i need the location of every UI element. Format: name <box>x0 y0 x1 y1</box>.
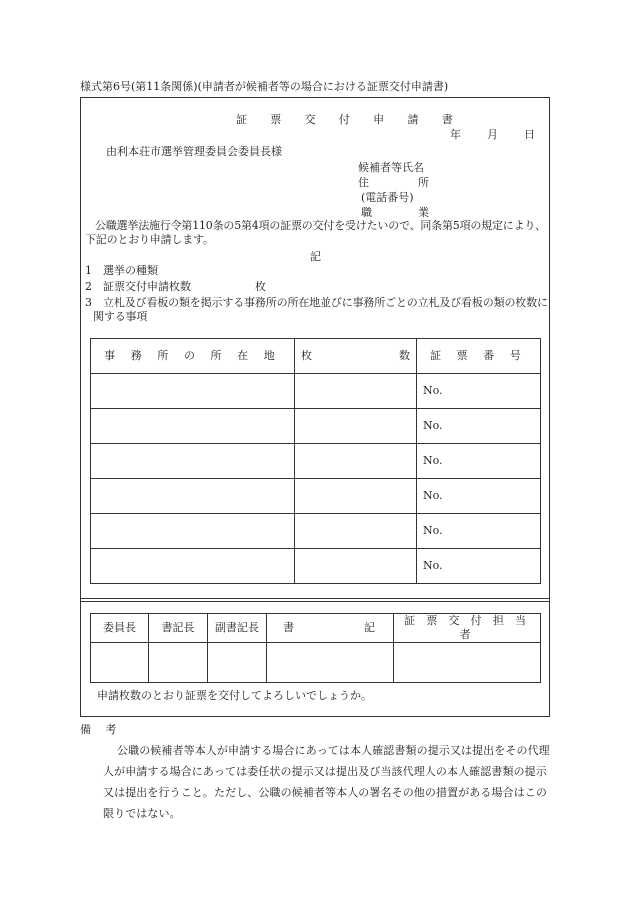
item-2-text: 証票交付申請枚数 <box>103 280 191 293</box>
header-count-right: 数 <box>399 349 410 363</box>
table-row <box>91 444 541 479</box>
deputy-chief-clerk-seal-cell[interactable] <box>208 642 267 682</box>
header-office-location: 事 務 所 の 所 在 地 <box>91 339 295 374</box>
item-3-text: 立札及び看板の類を掲示する事務所の所在地並びに事務所ごとの立札及び看板の類の枚数に関する事項 <box>93 296 548 323</box>
candidate-name-label: 候補者等氏名 <box>358 161 424 174</box>
chairman-seal-cell[interactable] <box>91 642 149 682</box>
table-row <box>91 409 541 444</box>
count-cell[interactable] <box>295 514 417 549</box>
approval-question: 申請枚数のとおり証票を交付してよろしいでしょうか。 <box>97 689 372 702</box>
header-chief-clerk: 書記長 <box>149 614 208 643</box>
table-row <box>91 374 541 409</box>
approval-table <box>90 613 541 683</box>
date-year-label: 年 <box>450 128 461 141</box>
voucher-officer-seal-cell[interactable] <box>394 642 541 682</box>
header-chairman: 委員長 <box>91 614 149 643</box>
addressee: 由利本荘市選挙管理委員会委員長様 <box>106 145 282 158</box>
voucher-number-cell[interactable]: No. <box>417 409 541 444</box>
approval-header-row <box>91 614 541 643</box>
office-location-cell[interactable] <box>91 374 295 409</box>
office-location-cell[interactable] <box>91 409 295 444</box>
item-1-text: 選挙の種類 <box>103 264 158 277</box>
form-number-header: 様式第6号(第11条関係)(申請者が候補者等の場合における証票交付申請書) <box>80 80 449 93</box>
header-voucher-officer: 証 票 交 付 担 当 者 <box>394 614 541 643</box>
header-clerk <box>267 614 394 643</box>
header-count <box>295 339 417 374</box>
remarks-text: 公職の候補者等本人が申請する場合にあっては本人確認書類の提示又は提出をその代理人が申請する場合にあっては委任状の提示又は提出及び当該代理人の本人確認書類の提示又は提出を行うこと。ただし、公職の候補者等本人の署名その他の措置がある場合はこの限りではない。 <box>103 744 550 820</box>
phone-label: (電話番号) <box>361 191 414 204</box>
item-3-number: 3 <box>85 296 92 309</box>
count-cell[interactable] <box>295 549 417 584</box>
occupation-label-1: 職 <box>361 206 372 219</box>
header-deputy-chief-clerk: 副書記長 <box>208 614 267 643</box>
table-row <box>91 479 541 514</box>
count-cell[interactable] <box>295 374 417 409</box>
office-table <box>90 338 541 584</box>
item-2-unit: 枚 <box>255 280 266 293</box>
form-title: 証 票 交 付 申 請 書 <box>236 113 463 126</box>
header-clerk-right: 記 <box>364 620 375 634</box>
item-2-number: 2 <box>85 280 92 293</box>
office-location-cell[interactable] <box>91 514 295 549</box>
count-cell[interactable] <box>295 444 417 479</box>
office-table-header-row <box>91 339 541 374</box>
voucher-number-cell[interactable]: No. <box>417 444 541 479</box>
table-row <box>91 514 541 549</box>
item-1-number: 1 <box>85 264 92 277</box>
count-cell[interactable] <box>295 409 417 444</box>
date-month-label: 月 <box>487 128 498 141</box>
table-row <box>91 549 541 584</box>
body-text: 公職選挙法施行令第110条の5第4項の証票の交付を受けたいので、同条第5項の規定により、下記のとおり申請します。 <box>85 219 546 246</box>
separator-line-top <box>80 598 550 599</box>
remarks-label: 備 考 <box>80 723 122 736</box>
chief-clerk-seal-cell[interactable] <box>149 642 208 682</box>
voucher-number-cell[interactable]: No. <box>417 374 541 409</box>
voucher-number-cell[interactable]: No. <box>417 479 541 514</box>
voucher-number-cell[interactable]: No. <box>417 549 541 584</box>
address-label-2: 所 <box>418 176 429 189</box>
header-clerk-left: 書 <box>283 620 294 634</box>
address-label-1: 住 <box>358 176 369 189</box>
header-voucher-number: 証 票 番 号 <box>417 339 541 374</box>
header-count-left: 枚 <box>301 349 312 363</box>
occupation-label-2: 業 <box>418 206 429 219</box>
office-location-cell[interactable] <box>91 549 295 584</box>
ki-label: 記 <box>310 250 321 263</box>
date-day-label: 日 <box>524 128 535 141</box>
voucher-number-cell[interactable]: No. <box>417 514 541 549</box>
office-location-cell[interactable] <box>91 479 295 514</box>
count-cell[interactable] <box>295 479 417 514</box>
office-location-cell[interactable] <box>91 444 295 479</box>
separator-line-bottom <box>80 601 550 602</box>
approval-seal-row <box>91 642 541 682</box>
clerk-seal-cell[interactable] <box>267 642 394 682</box>
